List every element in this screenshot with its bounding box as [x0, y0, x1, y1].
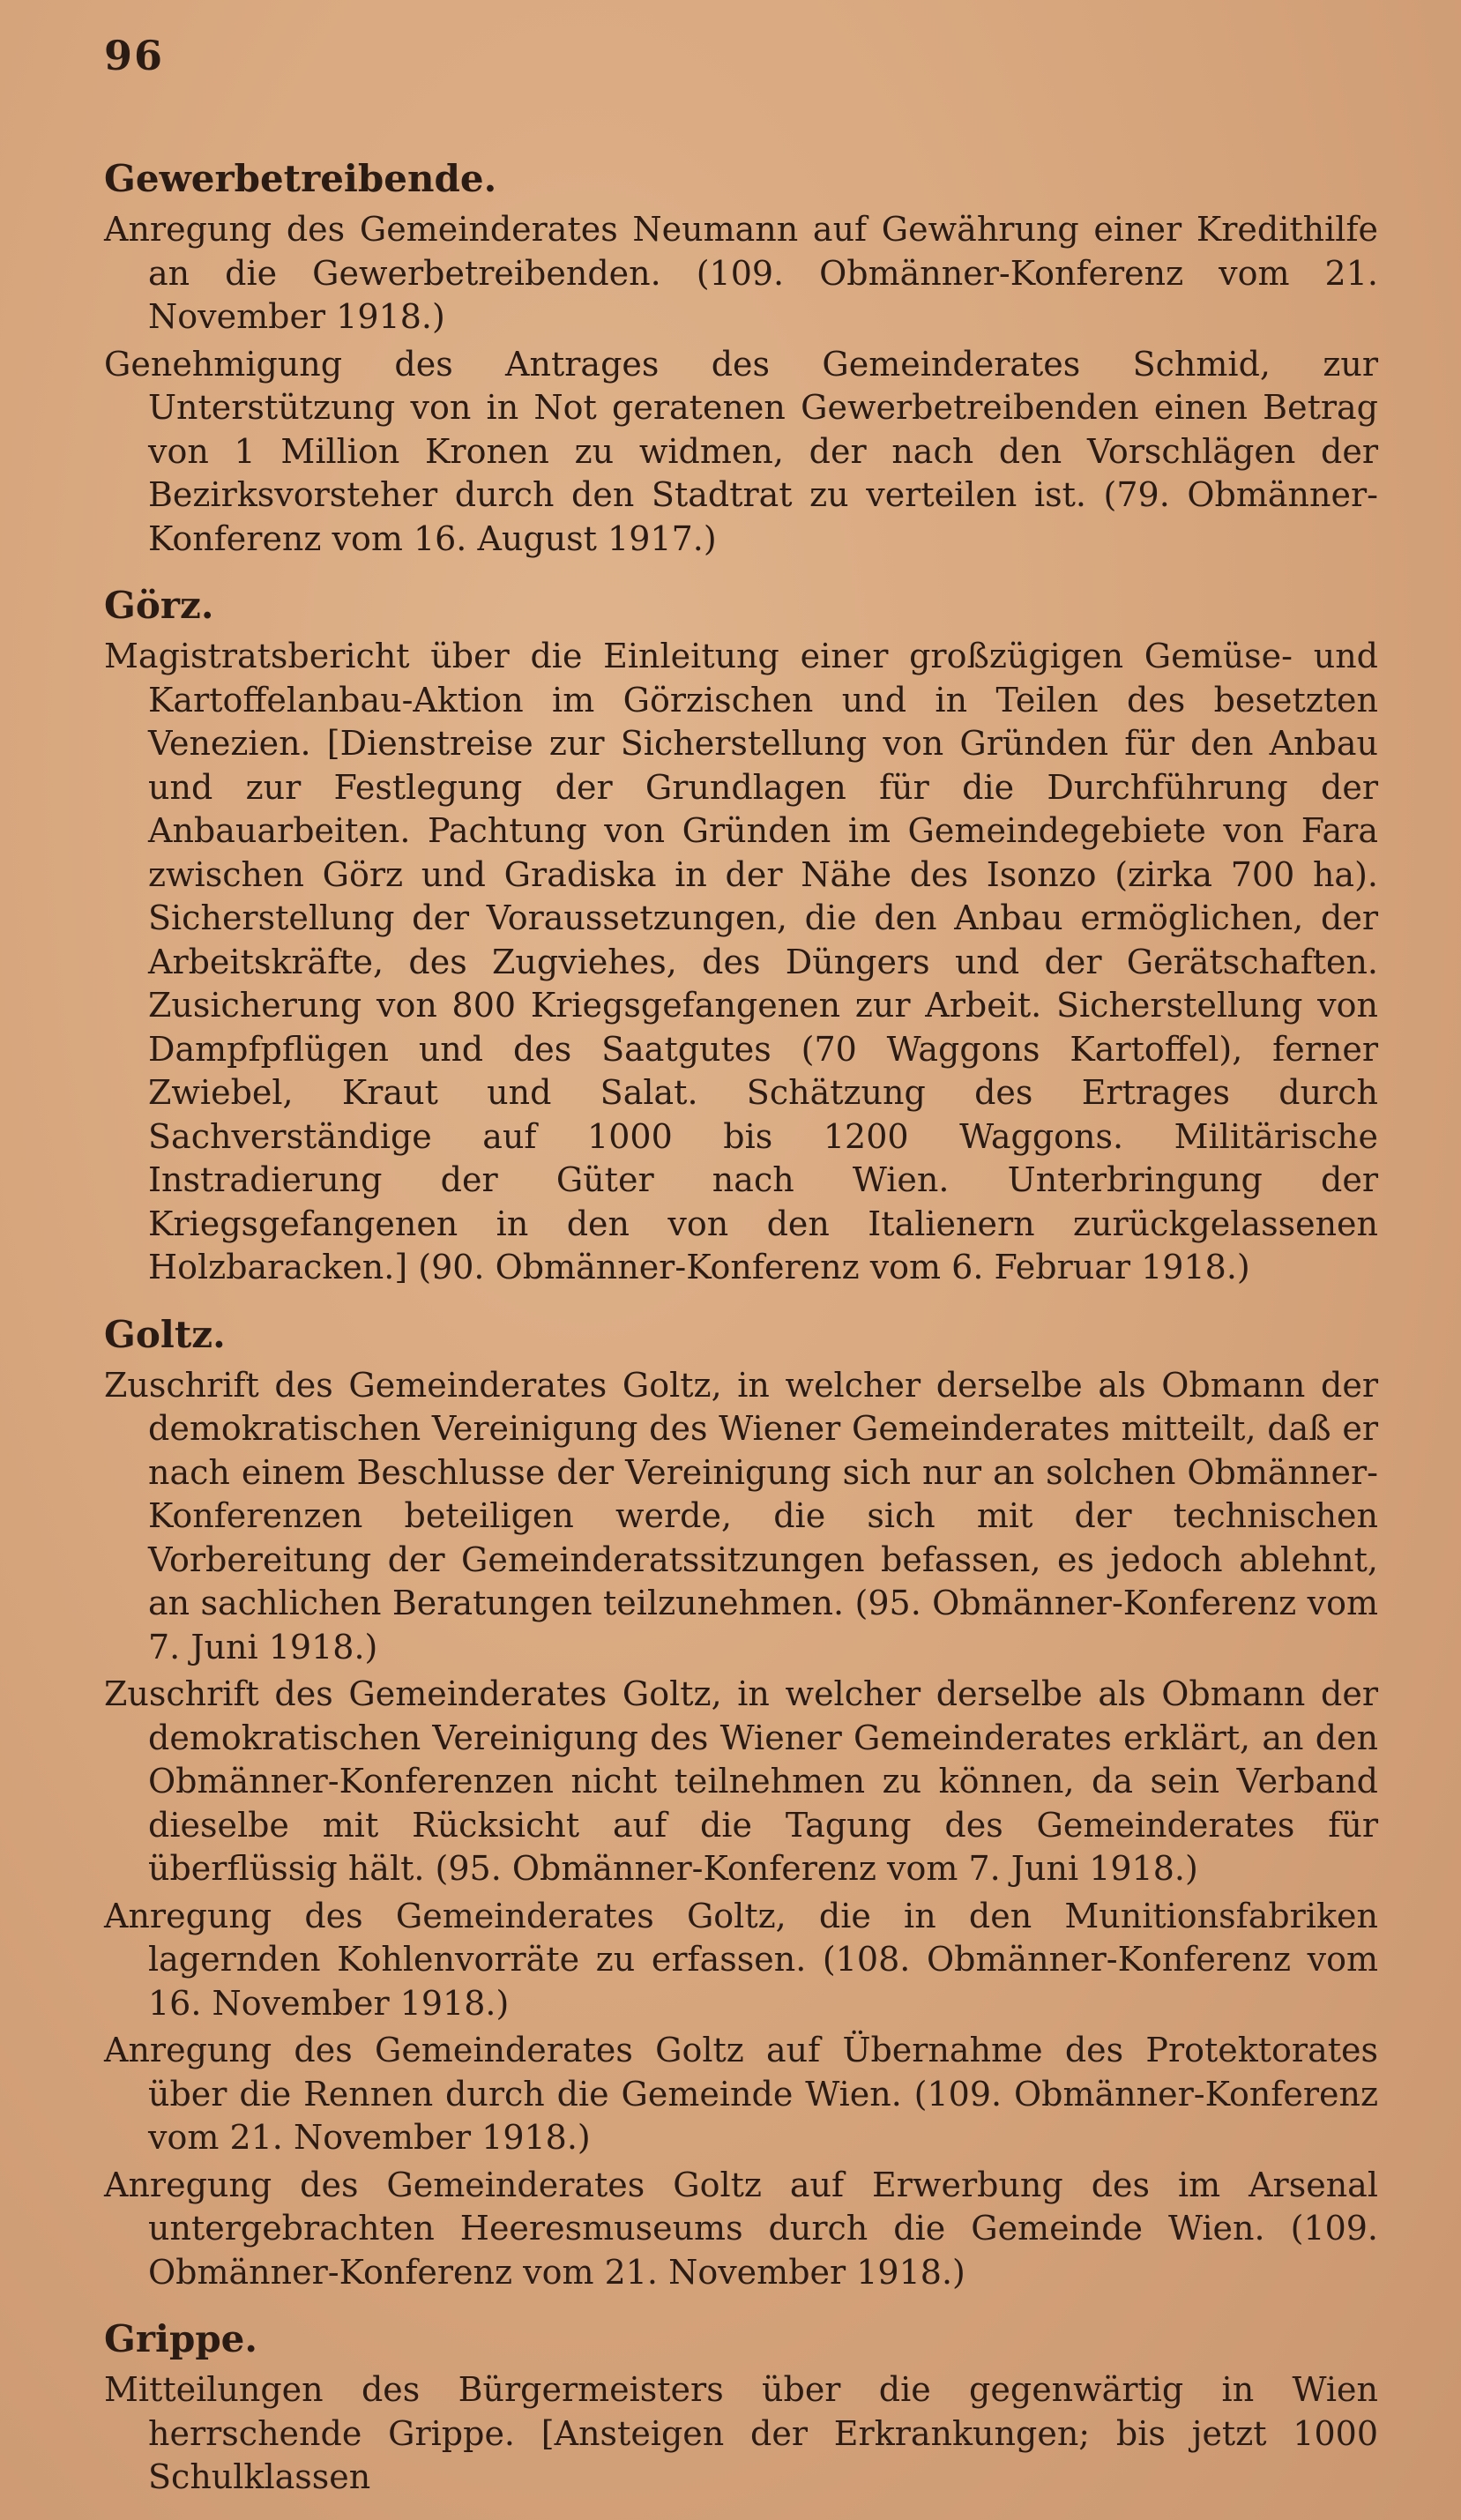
section-grippe — [104, 2312, 1378, 2500]
section-heading: Görz. — [104, 584, 214, 627]
section-goltz — [104, 1308, 1378, 2295]
index-entry: Zuschrift des Gemeinderates Goltz, in welcher derselbe als Obmann der demokratischen Vereinigung des Wiener Gemeinderates mitteilt, daß er nach einem Beschlusse der Vereinigung sich nur an solchen Obmänner-Konferenzen beteiligen werde, die sich mit der technischen Vorbereitung der Gemeinderatssitzungen befassen, es jedoch ablehnt, an sachlichen Beratungen teilzunehmen. (95. Obmänner-Konferenz vom 7. Juni 1918.) — [104, 1365, 1378, 1666]
index-entry: Anregung des Gemeinderates Goltz auf Erwerbung des im Arsenal untergebrachten Heeresmuseums durch die Gemeinde Wien. (109. Obmänner-Konferenz vom 21. November 1918.) — [104, 2165, 1378, 2292]
section-heading: Goltz. — [104, 1312, 226, 1356]
page-number: 96 — [104, 32, 165, 79]
index-entry: Anregung des Gemeinderates Goltz, die in den Munitionsfabriken lagernden Kohlenvorräte zu erfassen. (108. Obmänner-Konferenz vom 16. November 1918.) — [104, 1896, 1378, 2023]
index-entry: Anregung des Gemeinderates Goltz auf Übernahme des Protektorates über die Rennen durch die Gemeinde Wien. (109. Obmänner-Konferenz vom 21. November 1918.) — [104, 2031, 1378, 2157]
index-entry: Anregung des Gemeinderates Neumann auf Gewährung einer Kredithilfe an die Gewerbetreibenden. (109. Obmänner-Konferenz vom 21. November 1918.) — [104, 210, 1378, 336]
index-entry: Zuschrift des Gemeinderates Goltz, in welcher derselbe als Obmann der demokratischen Vereinigung des Wiener Gemeinderates erklärt, an den Obmänner-Konferenzen nicht teilnehmen zu können, da sein Verband dieselbe mit Rücksicht auf die Tagung des Gemeinderates für überflüssig hält. (95. Obmänner-Konferenz vom 7. Juni 1918.) — [104, 1674, 1378, 1888]
section-heading: Grippe. — [104, 2317, 258, 2360]
section-gewerbetreibende — [104, 152, 1378, 561]
index-entry: Mitteilungen des Bürgermeisters über die gegenwärtig in Wien herrschende Grippe. [Ansteigen der Erkrankungen; bis jetzt 1000 Schulklassen — [104, 2370, 1378, 2496]
section-goerz — [104, 578, 1378, 1290]
index-entry: Genehmigung des Antrages des Gemeinderates Schmid, zur Unterstützung von in Not geratenen Gewerbetreibenden einen Betrag von 1 Million Kronen zu widmen, der nach den Vorschlägen der Bezirksvorsteher durch den Stadtrat zu verteilen ist. (79. Obmänner-Konferenz vom 16. August 1917.) — [104, 344, 1378, 558]
index-content — [104, 152, 1378, 2517]
index-entry: Magistratsbericht über die Einleitung einer großzügigen Gemüse- und Kartoffelanbau-Aktion im Görzischen und in Teilen des besetzten Venezien. [Dienstreise zur Sicherstellung von Gründen für den Anbau und zur Festlegung der Grundlagen für die Durchführung der Anbauarbeiten. Pachtung von Gründen im Gemeindegebiete von Fara zwischen Görz und Gradiska in der Nähe des Isonzo (zirka 700 ha). Sicherstellung der Voraussetzungen, die den Anbau ermöglichen, der Arbeitskräfte, des Zugviehes, des Düngers und der Gerätschaften. Zusicherung von 800 Kriegsgefangenen zur Arbeit. Sicherstellung von Dampfpflügen und des Saatgutes (70 Waggons Kartoffel), ferner Zwiebel, Kraut und Salat. Schätzung des Ertrages durch Sachverständige auf 1000 bis 1200 Waggons. Militärische Instradierung der Güter nach Wien. Unterbringung der Kriegsgefangenen in den von den Italienern zurückgelassenen Holzbaracken.] (90. Obmänner-Konferenz vom 6. Februar 1918.) — [104, 637, 1378, 1286]
section-heading: Gewerbetreibende. — [104, 157, 497, 200]
